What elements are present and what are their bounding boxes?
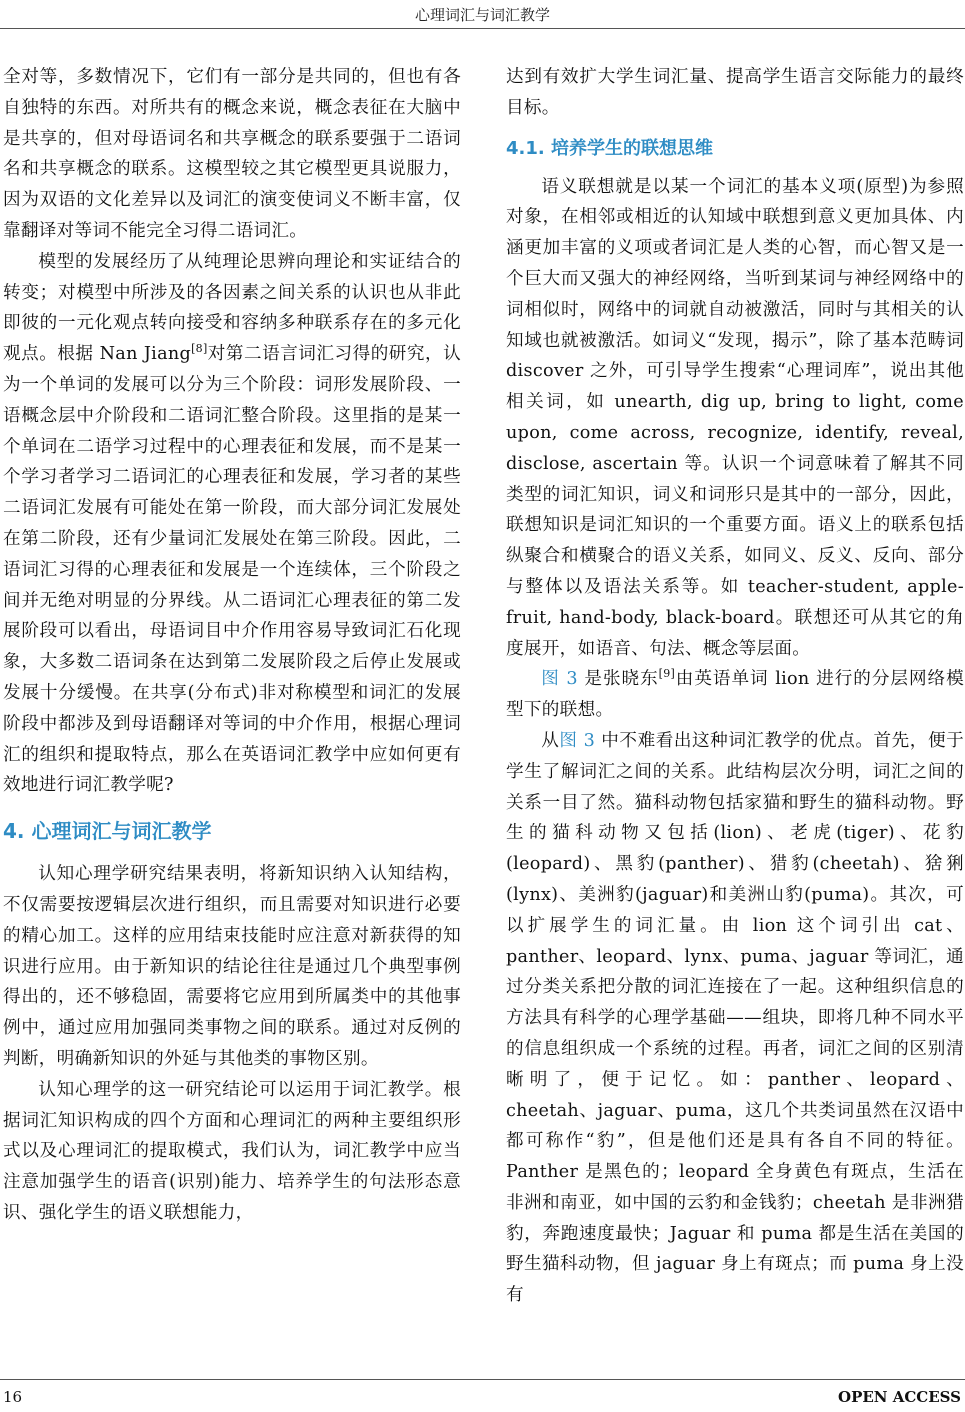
figure-link[interactable]: 图 3: [541, 669, 578, 690]
paragraph: 全对等，多数情况下，它们有一部分是共同的，但也有各自独特的东西。对所共有的概念来说，概念表征在大脑中是共享的，但对母语词名和共享概念的联系要强于二语词名和共享概念的联系。这模型较之其它模型更具说服力，因为双语的文化差异以及词汇的演变使词义不断丰富，仅靠翻译对等词不能完全习得二语词汇。: [3, 67, 461, 241]
paragraph: [506, 726, 964, 1311]
paragraph-text: 从: [541, 730, 560, 751]
right-column: [506, 62, 964, 1311]
left-column: [3, 62, 461, 1229]
open-access-label: OPEN ACCESS: [838, 1388, 961, 1406]
page-number: 16: [3, 1388, 23, 1406]
citation-ref[interactable]: [9]: [658, 667, 676, 681]
subsection-heading: 4.1. 培养学生的联想思维: [506, 137, 713, 159]
paragraph: [3, 247, 461, 801]
paragraph: 语义联想就是以某一个词汇的基本义项(原型)为参照对象，在相邻或相近的认知域中联想到意义更加具体、内涵更加丰富的义项或者词汇是人类的心智，而心智又是一个巨大而又强大的神经网络，当听到某词与神经网络中的词相似时，网络中的词就自动被激活，同时与其相关的认知域也就被激活。如词义“发现，揭示”，除了基本范畴词 discover 之外，可引导学生搜索“心理词库”，说出其他相关词，如 unearth, dig up, bring to light, come upon, come across, recognize, identify, reveal, disclose, ascertain 等。认识一个词意味着了解其不同类型的词汇知识，词义和词形只是其中的一部分，因此，联想知识是词汇知识的一个重要方面。语义上的联系包括纵聚合和横聚合的语义关系，如同义、反义、反向、部分与整体以及语法关系等。如 teacher-student, apple-fruit, hand-body, black-board。联想还可从其它的角度展开，如语音、句法、概念等层面。: [506, 176, 964, 659]
paragraph: [506, 664, 964, 726]
paragraph-text: 中不难看出这种词汇教学的优点。首先，便于学生了解词汇之间的关系。此结构层次分明，词汇之间的关系一目了然。猫科动物包括家猫和野生的猫科动物。野生的猫科动物又包括(lion)、老虎(tiger)、花豹(leopard)、黑豹(panther)、猎豹(cheetah)、猞猁(lynx)、美洲豹(jaguar)和美洲山豹(puma)。其次，可以扩展学生的词汇量。由 lion 这个词引出 cat、panther、leopard、lynx、puma、jaguar 等词汇，通过分类关系把分散的词汇连接在了一起。这种组织信息的方法具有科学的心理学基础——组块，即将几种不同水平的信息组织成一个系统的过程。再者，词汇之间的区别清晰明了，便于记忆。如：panther、leopard、cheetah、jaguar、puma，这几个共类词虽然在汉语中都可称作“豹”，但是他们还是具有各自不同的特征。Panther 是黑色的；leopard 全身黄色有斑点，生活在非洲和南亚，如中国的云豹和金钱豹；cheetah 是非洲猎豹，奔跑速度最快；Jaguar 和 puma 都是生活在美国的野生猫科动物，但 jaguar 身上有斑点；而 puma 身上没有: [506, 730, 964, 1306]
figure-link[interactable]: 图 3: [559, 730, 596, 751]
paragraph: 认知心理学研究结果表明，将新知识纳入认知结构，不仅需要按逻辑层次进行组织，而且需要对知识进行必要的精心加工。这样的应用结束技能时应注意对新获得的知识进行应用。由于新知识的结论往往是通过几个典型事例得出的，还不够稳固，需要将它应用到所属类中的其他事例中，通过应用加强同类事物之间的联系。通过对反例的判断，明确新知识的外延与其他类的事物区别。: [3, 864, 461, 1069]
paragraph-text: 由英语单词 lion 进行的分层网络模型下的联想。: [506, 669, 964, 721]
citation-ref[interactable]: [8]: [191, 342, 208, 356]
running-header: 心理词汇与词汇教学: [414, 6, 550, 24]
paragraph-text: 模型的发展经历了从纯理论思辨向理论和实证结合的转变；对模型中所涉及的各因素之间关系的认识也从非此即彼的一元化观点转向接受和容纳多种联系存在的多元化观点。根据 Nan Jiang: [3, 251, 461, 365]
paragraph-text: 对第二语言词汇习得的研究，认为一个单词的发展可以分为三个阶段：词形发展阶段、一语概念层中介阶段和二语词汇整合阶段。这里指的是某一个单词在二语学习过程中的心理表征和发展，而不是某一个学习者学习二语词汇的心理表征和发展，学习者的某些二语词汇发展有可能处在第一阶段，而大部分词汇发展处在第二阶段，还有少量词汇发展处在第三阶段。因此，二语词汇习得的心理表征和发展是一个连续体，三个阶段之间并无绝对明显的分界线。从二语词汇心理表征的第二发展阶段可以看出，母语词目中介作用容易导致词汇石化现象，大多数二语词条在达到第二发展阶段之后停止发展或发展十分缓慢。在共享(分布式)非对称模型和词汇的发展阶段中都涉及到母语翻译对等词的中介作用，根据心理词汇的组织和提取特点，那么在英语词汇教学中应如何更有效地进行词汇教学呢?: [3, 344, 461, 796]
footer-rule: [0, 1379, 965, 1380]
paragraph: 达到有效扩大学生词汇量、提高学生语言交际能力的最终目标。: [506, 67, 964, 118]
paragraph-text: 是张晓东: [577, 669, 659, 690]
header-rule: [0, 28, 965, 29]
paragraph: 认知心理学的这一研究结论可以运用于词汇教学。根据词汇知识构成的四个方面和心理词汇的两种主要组织形式以及心理词汇的提取模式，我们认为，词汇教学中应当注意加强学生的语音(识别)能力、培养学生的句法形态意识、强化学生的语义联想能力，: [3, 1079, 461, 1223]
section-heading: 4. 心理词汇与词汇教学: [3, 819, 212, 844]
